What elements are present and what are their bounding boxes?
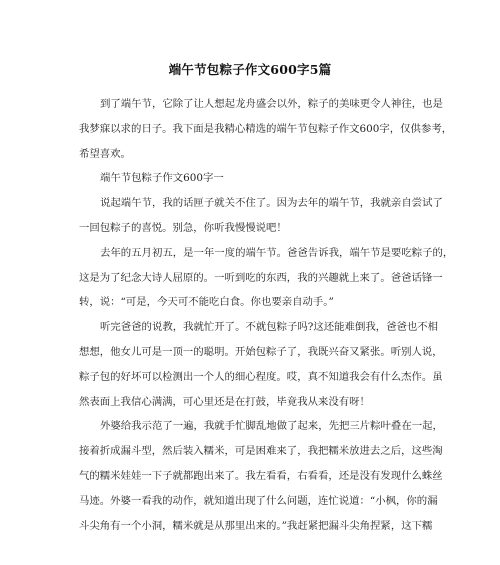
text-line: 粽子包的好坏可以检测出一个人的细心程度。哎，真不知道我会有什么杰作。虽 (79, 370, 443, 383)
text-line: 听完爸爸的说教，我就忙开了。不就包粽子吗?这还能难倒我，爸爸也不相 (100, 321, 439, 334)
text-line: 我梦寐以求的日子。我下面是我精心精选的端午节包粽子作文600字，仅供参考， (79, 122, 453, 135)
document-title: 端午节包粽子作文600字5篇 (168, 62, 332, 77)
text-line: 去年的五月初五，是一年一度的端午节。爸爸告诉我，端午节是要吃粽子的， (100, 246, 454, 259)
paragraph (79, 241, 454, 315)
text-line: 气的糯米娃娃一下子就都跑出来了。我左看看，右看看，还是没有发现什么蛛丝 (79, 469, 443, 482)
text-line: 一回包粽子的喜悦。别急，你听我慢慢说吧！ (79, 221, 287, 234)
text-line: 到了端午节，它除了让人想起龙舟盛会以外，粽子的美味更令人神往，也是 (100, 98, 443, 110)
text-line: 想想，他女儿可是一顶一的聪明。开始包粽子了，我既兴奋又紧张。听别人说， (79, 345, 443, 358)
document-body (79, 92, 454, 538)
text-line: 外婆给我示范了一遍，我就手忙脚乱地做了起来，先把三片粽叶叠在一起， (100, 420, 443, 433)
text-line: 转，说：“可是，今天可不能吃白食。你也要亲自动手。” (79, 296, 334, 309)
paragraph (79, 191, 443, 241)
text-line: 这是为了纪念大诗人屈原的。一听到吃的东西，我的兴趣就上来了。爸爸话锋一 (79, 271, 443, 284)
text-line: 说起端午节，我的话匣子就关不住了。因为去年的端午节，我就亲自尝试了 (100, 197, 443, 210)
text-line: 斗尖角有一个小洞，糯米就是从那里出来的。”我赶紧把漏斗尖角捏紧，这下糯 (79, 519, 433, 532)
paragraph-intro (79, 92, 453, 166)
paragraph (79, 414, 443, 538)
text-line: 马迹。外婆一看我的动作，就知道出现了什么问题，连忙说道：“小枫，你的漏 (79, 494, 438, 507)
text-line: 然表面上我信心满满，可心里还是在打鼓，毕竟我从来没有呀！ (79, 395, 370, 408)
paragraph (79, 315, 443, 414)
text-line: 接着折成漏斗型，然后装入糯米，可是困难来了，我把糯米放进去之后，这些淘 (79, 445, 443, 458)
section-heading: 端午节包粽子作文600字一 (100, 172, 224, 185)
text-line: 希望喜欢。 (79, 147, 131, 160)
